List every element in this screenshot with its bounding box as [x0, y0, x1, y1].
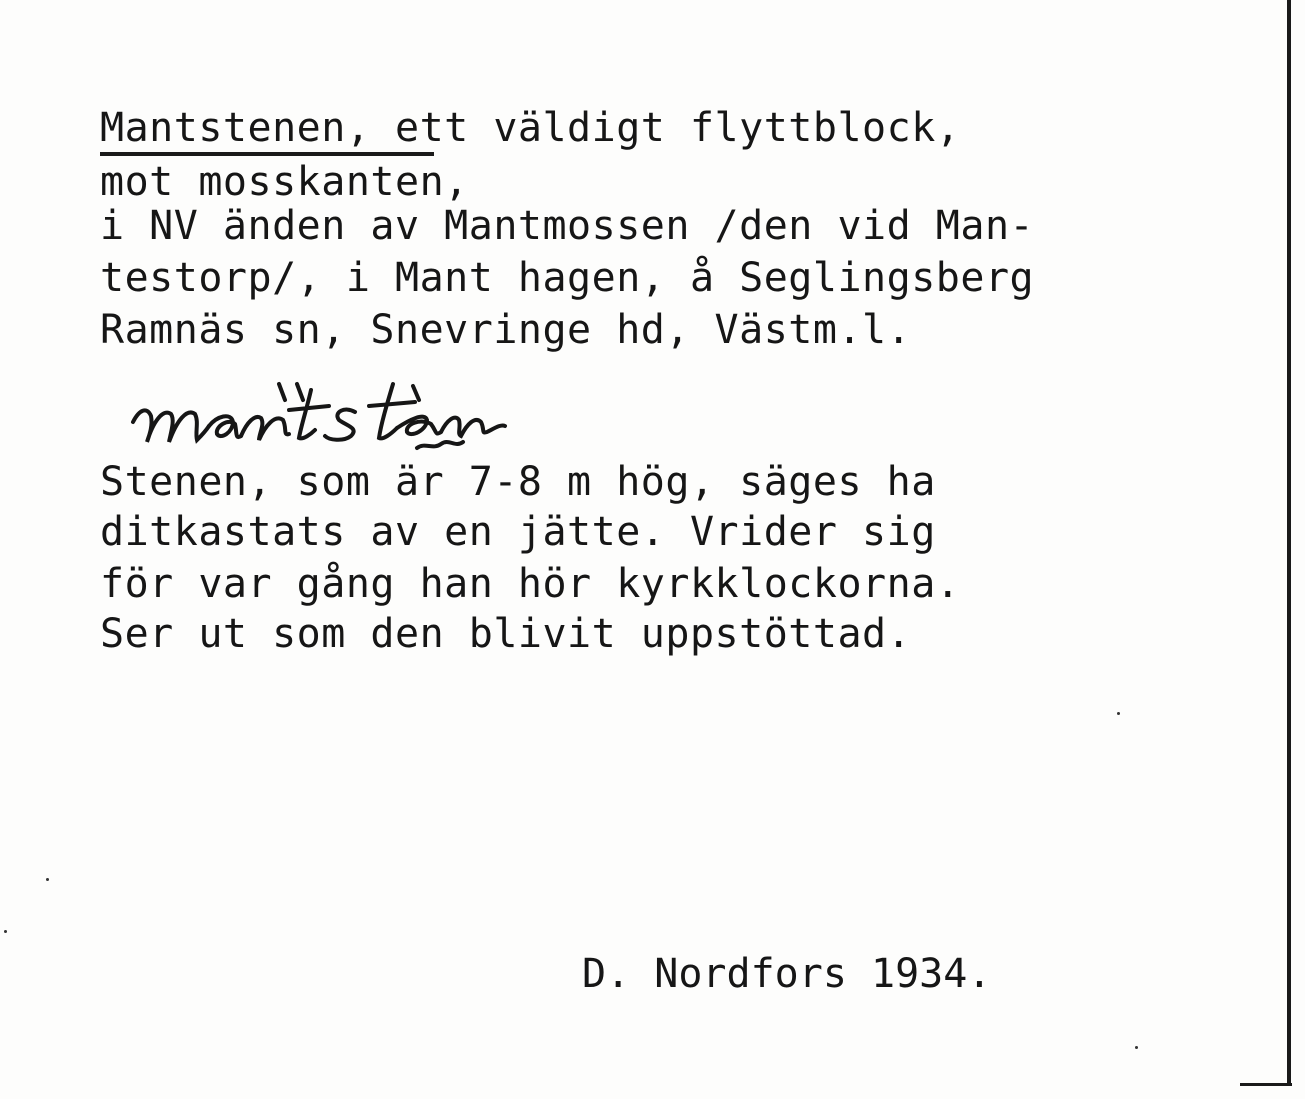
- ink-speck: [1135, 1046, 1138, 1049]
- typed-line-5: Ramnäs sn, Snevringe hd, Västm.l.: [100, 307, 912, 353]
- typed-line-1: Mantstenen, ett väldigt flyttblock,: [100, 105, 961, 151]
- ink-speck: [46, 878, 49, 881]
- typed-line-3: i NV änden av Mantmossen /den vid Man-: [100, 203, 1035, 249]
- handwritten-word: [125, 370, 565, 470]
- card-right-edge: [1287, 0, 1291, 1085]
- typed-line-2: mot mosskanten,: [100, 159, 469, 205]
- typed-line-9: Ser ut som den blivit uppstöttad.: [100, 611, 912, 657]
- typed-line-4: testorp/, i Mant hagen, å Seglingsberg: [100, 255, 1035, 301]
- signature-line: D. Nordfors 1934.: [582, 951, 992, 997]
- card-bottom-edge: [1240, 1083, 1292, 1086]
- typed-line-7: ditkastats av en jätte. Vrider sig: [100, 509, 936, 555]
- typed-line-8: för var gång han hör kyrkklockorna.: [100, 561, 961, 607]
- headword-underline: [100, 152, 434, 156]
- ink-speck: [1117, 712, 1120, 715]
- ink-speck: [4, 930, 7, 933]
- typed-line-6: Stenen, som är 7-8 m hög, säges ha: [100, 459, 936, 505]
